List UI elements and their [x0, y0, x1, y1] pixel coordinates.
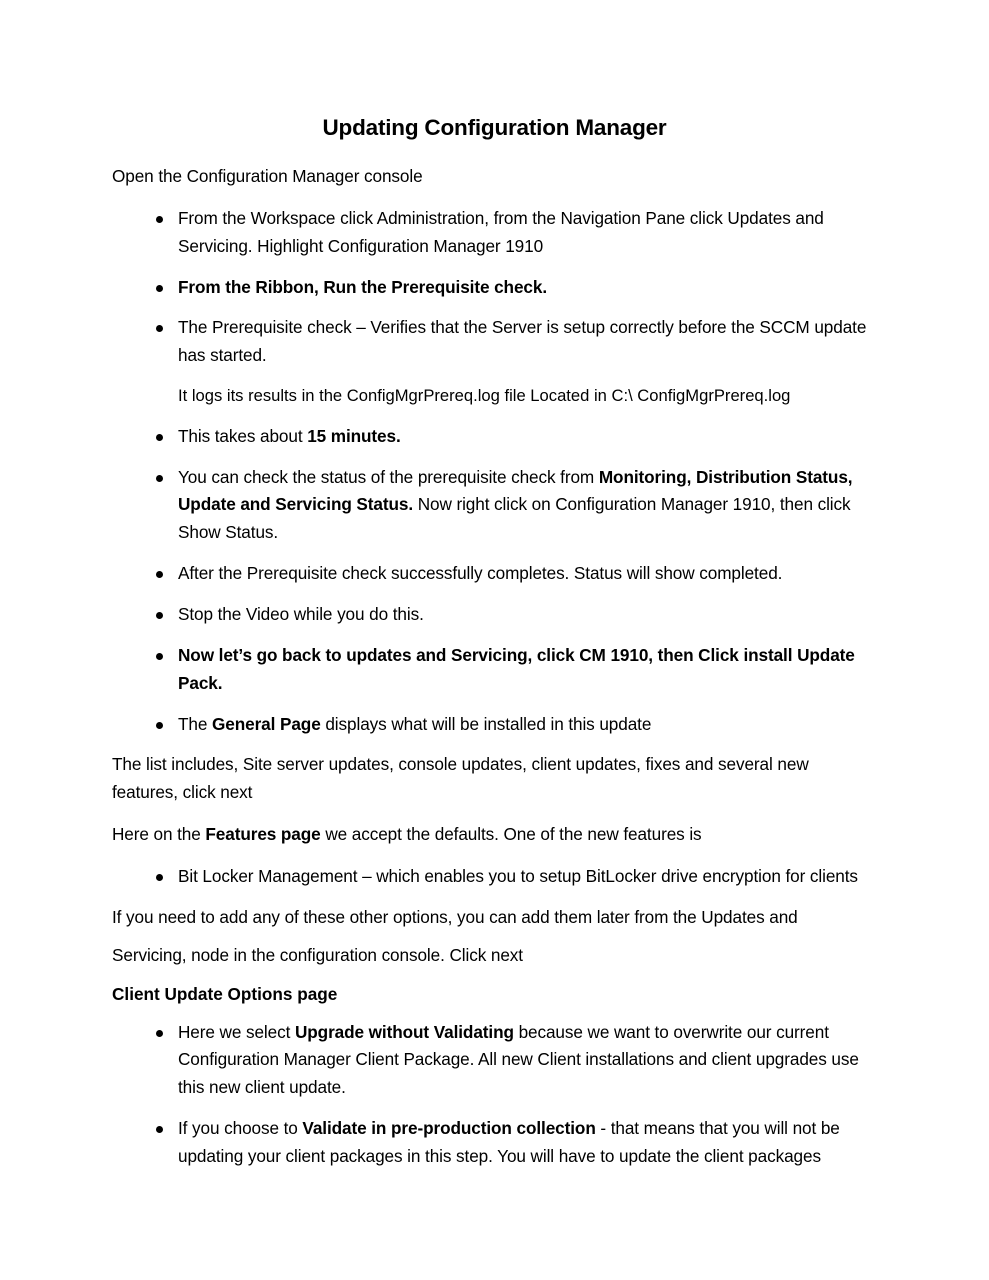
other-options-paragraph: If you need to add any of these other options, you can add them later from the Updates and — [112, 906, 798, 927]
list-item: Now let’s go back to updates and Servicing, click CM 1910, then Click install Update Pack. — [112, 642, 877, 698]
list-item: From the Ribbon, Run the Prerequisite check. — [112, 274, 877, 302]
list-item: This takes about 15 minutes. — [112, 423, 877, 451]
features-page-paragraph: Here on the Features page we accept the defaults. One of the new features is — [112, 824, 702, 845]
bullet-list-1 — [112, 205, 877, 739]
log-note: It logs its results in the ConfigMgrPrereq.log file Located in C:\ ConfigMgrPrereq.log — [178, 386, 791, 406]
list-item: If you choose to Validate in pre-production collection - that means that you will not be updating your client packages in this step. You will have to update the client packages — [112, 1115, 877, 1171]
list-includes-paragraph: The list includes, Site server updates, console updates, client updates, fixes and several new features, click next — [112, 754, 809, 803]
list-item: Here we select Upgrade without Validating because we want to overwrite our current Configuration Manager Client Package. All new Client installations and client upgrades use this new client update. — [112, 1019, 877, 1103]
list-item: You can check the status of the prerequisite check from Monitoring, Distribution Status, Update and Servicing Status. Now right click on Configuration Manager 1910, then click Show Status. — [112, 464, 877, 548]
list-item: The Prerequisite check – Verifies that the Server is setup correctly before the SCCM update has started. — [112, 314, 877, 370]
intro-paragraph: Open the Configuration Manager console — [112, 166, 423, 186]
bullet-list-4 — [112, 1019, 877, 1171]
servicing-node-paragraph: Servicing, node in the configuration console. Click next — [112, 944, 523, 965]
list-item: Stop the Video while you do this. — [112, 601, 877, 629]
list-item: Bit Locker Management – which enables you to setup BitLocker drive encryption for clients — [112, 863, 877, 891]
list-item: The General Page displays what will be installed in this update — [112, 711, 877, 739]
bullet-list-3 — [112, 863, 877, 891]
list-item: After the Prerequisite check successfully completes. Status will show completed. — [112, 560, 877, 588]
page-title: Updating Configuration Manager — [322, 115, 667, 140]
client-update-options-heading: Client Update Options page — [112, 983, 338, 1004]
list-item: From the Workspace click Administration, from the Navigation Pane click Updates and Servicing. Highlight Configuration Manager 1910 — [112, 205, 877, 261]
